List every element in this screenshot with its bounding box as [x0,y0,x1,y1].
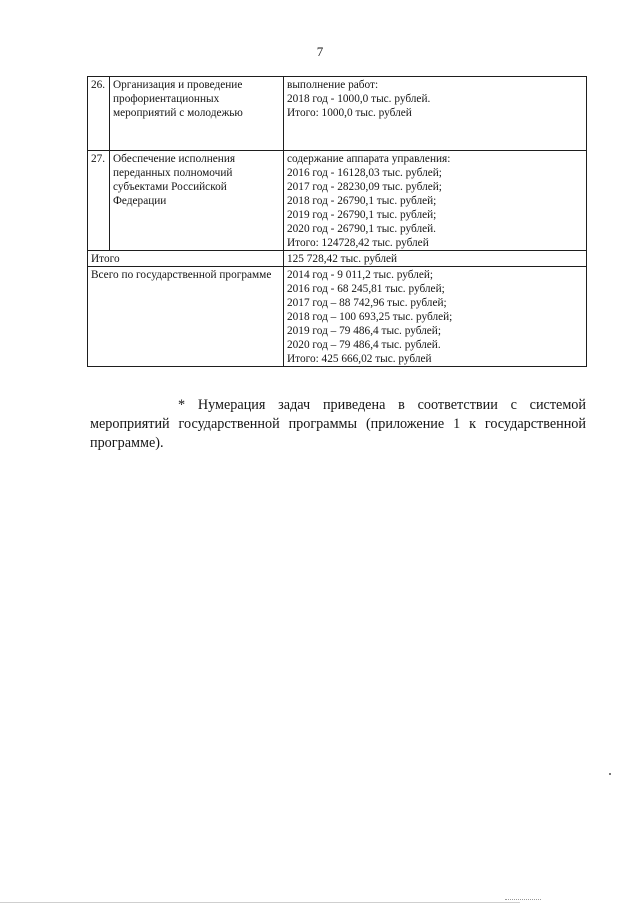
funding-line: 2019 год - 26790,1 тыс. рублей; [287,209,437,221]
funding-line: 2016 год - 16128,03 тыс. рублей; [287,167,442,179]
funding-line: содержание аппарата управления: [287,153,451,165]
funding-line: Итого: 124728,42 тыс. рублей [287,237,429,249]
funding-line: 2018 год – 100 693,25 тыс. рублей; [287,311,453,323]
program-total-details [284,267,587,367]
footnote: * Нумерация задач приведена в соответствии с системой мероприятий государственной программы (приложение 1 к государственной программе). [90,397,586,452]
total-value: 125 728,42 тыс. рублей [284,251,587,267]
funding-line: 2016 год - 68 245,81 тыс. рублей; [287,283,445,295]
funding-line: Итого: 1000,0 тыс. рублей [287,107,412,119]
funding-line: 2017 год - 28230,09 тыс. рублей; [287,181,442,193]
table-row [88,151,587,251]
funding-line: 2019 год – 79 486,4 тыс. рублей; [287,325,441,337]
table-row [88,77,587,151]
funding-line: выполнение работ: [287,79,379,91]
funding-line: 2020 год - 26790,1 тыс. рублей. [287,223,436,235]
funding-details [284,77,587,151]
funding-line: 2018 год - 26790,1 тыс. рублей; [287,195,437,207]
funding-line: 2017 год – 88 742,96 тыс. рублей; [287,297,447,309]
funding-line: 2018 год - 1000,0 тыс. рублей. [287,93,431,105]
program-funding-table [87,76,587,367]
total-row [88,251,587,267]
funding-line: Итого: 425 666,02 тыс. рублей [287,353,432,365]
program-total-row [88,267,587,367]
funding-line: 2020 год – 79 486,4 тыс. рублей. [287,339,441,351]
row-number: 27. [88,151,110,251]
footer-rule-dots [505,899,541,900]
activity-name: Обеспечение исполнения переданных полномочий субъектами Российской Федерации [110,151,284,251]
row-number: 26. [88,77,110,151]
activity-name: Организация и проведение профориентационных мероприятий с молодежью [110,77,284,151]
scan-speck [609,773,611,775]
page-number: 7 [316,44,324,59]
footer-rule [0,902,520,903]
total-label: Итого [88,251,284,267]
funding-line: 2014 год - 9 011,2 тыс. рублей; [287,269,434,281]
program-total-label: Всего по государственной программе [88,267,284,367]
funding-details [284,151,587,251]
